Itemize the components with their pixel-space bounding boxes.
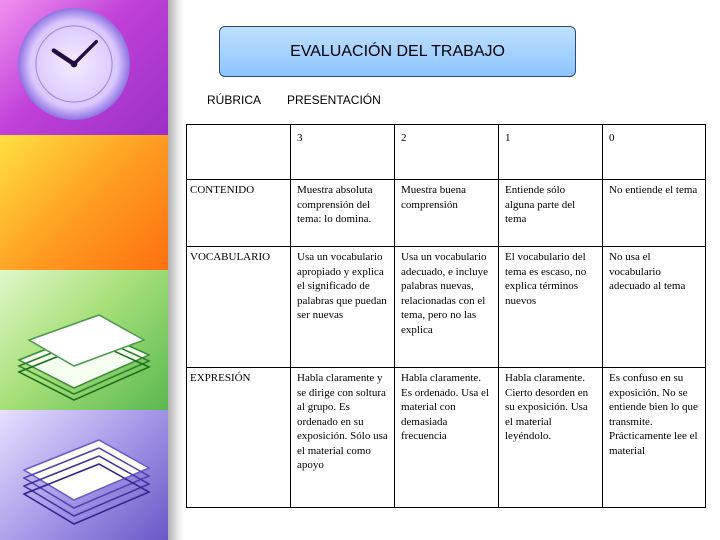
- table-cell: Usa un vocabulario adecuado, e incluye palabras nuevas, relacionadas con el tema, pero no las explica: [395, 247, 499, 368]
- books-icon: [14, 300, 154, 400]
- header-cell-score-0: 0: [603, 125, 706, 180]
- books-icon: [14, 420, 154, 530]
- table-cell: Es confuso en su exposición. No se entiende bien lo que transmite. Prácticamente lee el material: [603, 368, 706, 508]
- orange-clock-photo: [0, 135, 168, 270]
- title-box: [219, 26, 576, 77]
- clock-icon: [18, 8, 130, 120]
- table-cell: Muestra absoluta comprensión del tema: lo domina.: [291, 180, 395, 247]
- rubric-table: [186, 124, 706, 508]
- table-cell: No entiende el tema: [603, 180, 706, 247]
- table-cell: Muestra buena comprensión: [395, 180, 499, 247]
- purple-clock-photo: [0, 0, 168, 135]
- table-cell: El vocabulario del tema es escaso, no explica términos nuevos: [499, 247, 603, 368]
- header-cell-empty: [187, 125, 291, 180]
- table-header-row: [187, 125, 706, 180]
- presentacion-label: PRESENTACIÓN: [287, 93, 381, 107]
- green-books-photo: [0, 270, 168, 410]
- table-cell: Habla claramente. Es ordenado. Usa el material con demasiada frecuencia: [395, 368, 499, 508]
- table-cell: Habla claramente y se dirige con soltura al grupo. Es ordenado en su exposición. Sólo usa el material como apoyo: [291, 368, 395, 508]
- strip-divider: [168, 0, 184, 540]
- header-cell-score-3: 3: [291, 125, 395, 180]
- table-cell: Usa un vocabulario apropiado y explica el significado de palabras que puedan ser nuevas: [291, 247, 395, 368]
- row-label-expresion: EXPRESIÓN: [187, 368, 291, 508]
- table-cell: No usa el vocabulario adecuado al tema: [603, 247, 706, 368]
- photo-strip: [0, 0, 168, 540]
- purple-books-photo: [0, 410, 168, 540]
- table-cell: Entiende sólo alguna parte del tema: [499, 180, 603, 247]
- table-cell: Habla claramente. Cierto desorden en su exposición. Usa el material leyéndolo.: [499, 368, 603, 508]
- row-label-contenido: CONTENIDO: [187, 180, 291, 247]
- row-label-vocabulario: VOCABULARIO: [187, 247, 291, 368]
- header-cell-score-1: 1: [499, 125, 603, 180]
- table-row-vocabulario: [187, 247, 706, 368]
- header-cell-score-2: 2: [395, 125, 499, 180]
- table-row-expresion: [187, 368, 706, 508]
- page-title: EVALUACIÓN DEL TRABAJO: [290, 42, 505, 60]
- table-row-contenido: [187, 180, 706, 247]
- rubrica-label: RÚBRICA: [207, 93, 262, 107]
